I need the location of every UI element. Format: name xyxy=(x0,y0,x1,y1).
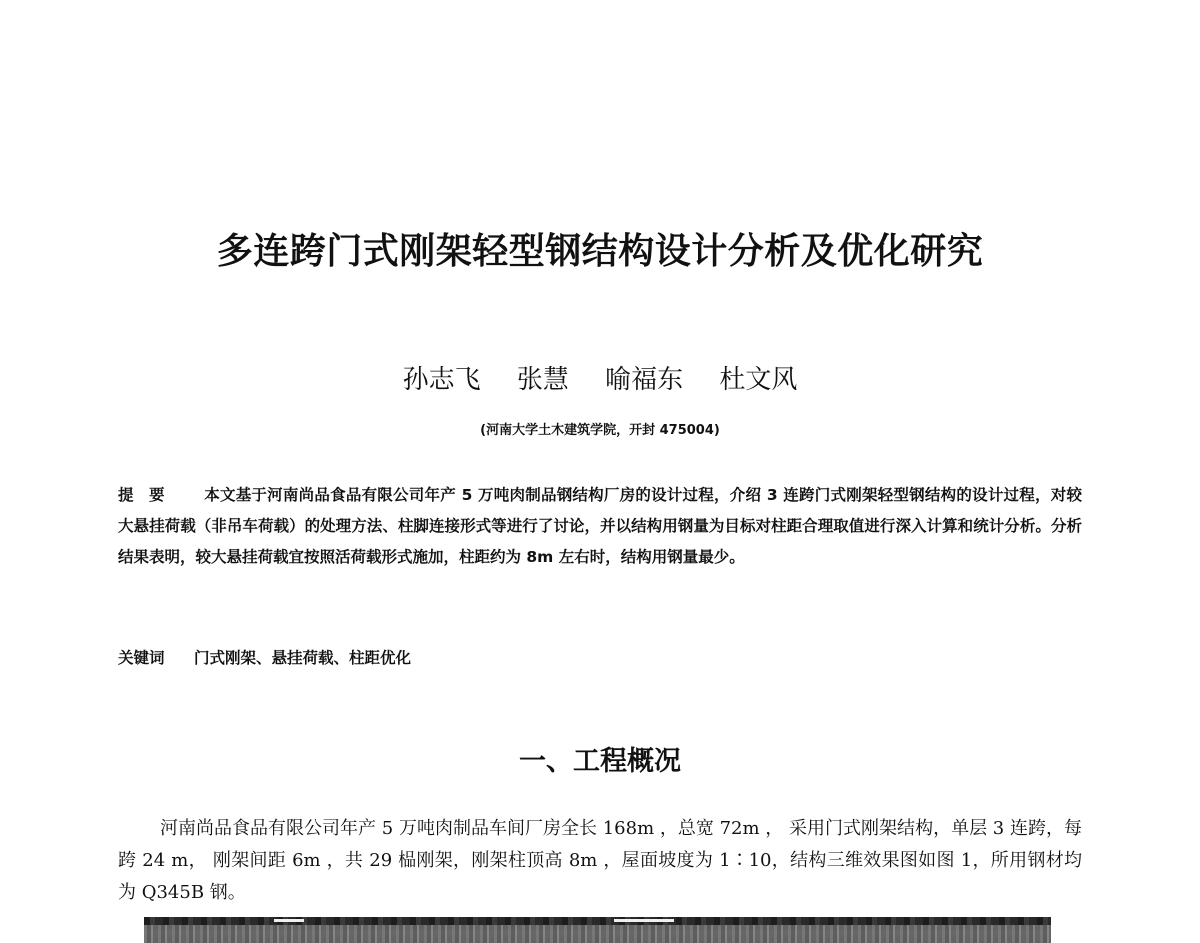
author-affiliation: (河南大学土木建筑学院，开封 475004) xyxy=(480,423,720,438)
keywords-label: 关键词 xyxy=(118,649,165,667)
keywords-line xyxy=(118,643,1082,674)
abstract-label: 提 要 xyxy=(118,486,165,504)
body-paragraph: 河南尚品食品有限公司年产 5 万吨肉制品车间厂房全长 168m ，总宽 72m ， 采用门式刚架结构，单层 3 连跨，每跨 24 m， 刚架间距 6m ，共 29 榀刚架，刚架柱顶高 8m ，屋面坡度为 1∶10，结构三维效果图如图 1，所用钢材均为 Q345B 钢。 xyxy=(118,818,1082,903)
figure-highlight xyxy=(274,919,304,922)
author-name: 喻福东 xyxy=(605,365,684,395)
section-heading: 一、工程概况 xyxy=(519,746,681,777)
figure-roof-band xyxy=(144,925,1051,943)
author-name: 杜文风 xyxy=(719,365,798,395)
author-list xyxy=(0,360,1200,400)
author-name: 张慧 xyxy=(516,365,569,395)
figure-highlight xyxy=(614,919,674,922)
abstract-text: 本文基于河南尚品食品有限公司年产 5 万吨肉制品钢结构厂房的设计过程，介绍 3 连跨门式刚架轻型钢结构的设计过程，对较大悬挂荷载（非吊车荷载）的处理方法、柱脚连接形式等进行了讨论，并以结构用钢量为目标对柱距合理取值进行深入计算和统计分析。分析结果表明，较大悬挂荷载宜按照活荷载形式施加，柱距约为 8m 左右时，结构用钢量最少。 xyxy=(118,486,1082,566)
paper-title: 多连跨门式刚架轻型钢结构设计分析及优化研究 xyxy=(216,231,984,272)
figure-1-image xyxy=(144,917,1051,943)
author-name: 孙志飞 xyxy=(402,365,481,395)
keywords-text: 门式刚架、悬挂荷载、柱距优化 xyxy=(194,649,412,667)
abstract-paragraph xyxy=(118,480,1082,573)
